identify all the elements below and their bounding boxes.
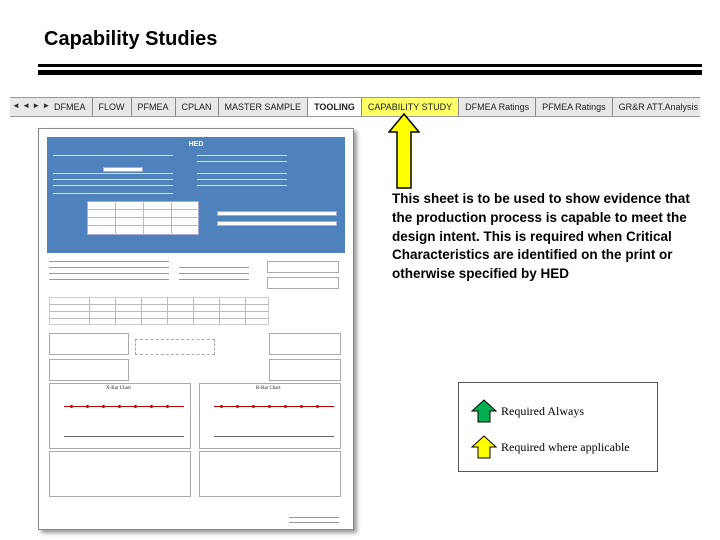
yellow-arrow-icon: [471, 435, 497, 459]
description-text: This sheet is to be used to show evidence that the production process is capable to meet the design intent. This is required when Critical Characteristics are identified on the print or otherwise specified by HED: [392, 191, 690, 282]
tab-pfmea[interactable]: PFMEA: [132, 98, 176, 117]
capability-sheet-thumbnail: [38, 128, 354, 530]
xbar-chart-title: X-Bar Chart: [106, 386, 131, 391]
legend-label-required-where-applicable: Required where applicable: [501, 439, 630, 454]
rbar-chart-title: R-Bar Chart: [256, 386, 281, 391]
tab-capability-study[interactable]: CAPABILITY STUDY: [362, 98, 459, 117]
rbar-chart-panel: [199, 383, 341, 449]
tab-master-sample[interactable]: MASTER SAMPLE: [219, 98, 309, 117]
sheet-tab-bar: [10, 97, 700, 117]
tab-cplan[interactable]: CPLAN: [176, 98, 219, 117]
tab-grr-att-analysis[interactable]: GR&R ATT.Analysis: [613, 98, 700, 117]
xbar-chart-panel: [49, 383, 191, 449]
green-arrow-icon: [471, 399, 497, 423]
tab-dfmea[interactable]: DFMEA: [48, 98, 93, 117]
legend-label-required-always: Required Always: [501, 403, 584, 418]
sheet-header-title: HED: [188, 141, 204, 148]
sheet-header-block: [47, 137, 345, 253]
legend-item-required-where-applicable: [471, 435, 630, 459]
sheet-tabs: [48, 98, 700, 117]
page-title: Capability Studies: [44, 28, 218, 50]
title-rule-thin: [38, 64, 702, 67]
legend-item-required-always: [471, 399, 584, 423]
legend-box: [458, 382, 658, 472]
tab-dfmea-ratings[interactable]: DFMEA Ratings: [459, 98, 536, 117]
arrow-up-icon: [388, 112, 420, 190]
tab-tooling[interactable]: TOOLING: [308, 98, 362, 117]
tab-pfmea-ratings[interactable]: PFMEA Ratings: [536, 98, 613, 117]
title-rule-thick: [38, 70, 702, 75]
tab-scroll-arrows-icon[interactable]: ◄ ◄ ► ►: [12, 101, 51, 110]
tab-flow[interactable]: FLOW: [93, 98, 132, 117]
